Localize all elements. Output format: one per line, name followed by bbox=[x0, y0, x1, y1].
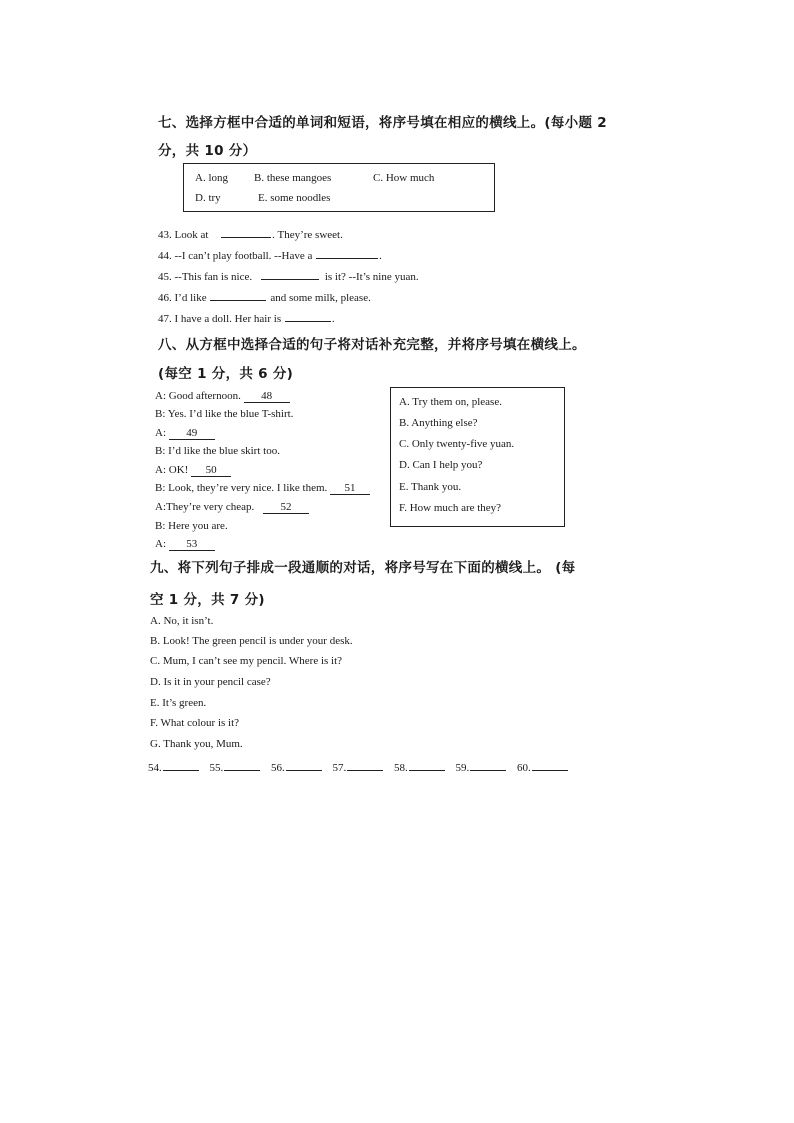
question-43: 43. Look at . They’re sweet. bbox=[158, 226, 343, 241]
dialogue-line: B: Here you are. bbox=[155, 520, 228, 532]
section-7-heading-line2: 分，共 10 分） bbox=[158, 143, 257, 159]
section-8-heading-line1: 八、从方框中选择合适的句子将对话补充完整，并将序号填在横线上。 bbox=[158, 337, 586, 353]
answer-blank-54[interactable] bbox=[163, 759, 199, 771]
option-a: A. Try them on, please. bbox=[399, 396, 502, 408]
section-9-heading-line2: 空 1 分，共 7 分) bbox=[150, 592, 265, 608]
ordering-answers-row: 54. 55. 56. 57. 58. 59. 60. bbox=[148, 759, 569, 774]
answer-blank-47[interactable] bbox=[285, 310, 331, 322]
section-7-options-box bbox=[183, 163, 495, 212]
sentence-g: G. Thank you, Mum. bbox=[150, 738, 243, 750]
answer-blank-44[interactable] bbox=[316, 247, 378, 259]
answer-blank-43[interactable] bbox=[221, 226, 271, 238]
answer-blank-59[interactable] bbox=[470, 759, 506, 771]
question-44: 44. --I can’t play football. --Have a . bbox=[158, 247, 382, 262]
dialogue-line: B: Yes. I’d like the blue T-shirt. bbox=[155, 408, 294, 420]
answer-blank-45[interactable] bbox=[261, 268, 319, 280]
answer-blank-51[interactable]: 51 bbox=[330, 482, 370, 495]
question-45: 45. --This fan is nice. is it? --It’s nine yuan. bbox=[158, 268, 419, 283]
section-9-heading-line1: 九、将下列句子排成一段通顺的对话，将序号写在下面的横线上。 (每 bbox=[150, 560, 576, 576]
section-7-heading-line1: 七、选择方框中合适的单词和短语，将序号填在相应的横线上。(每小题 2 bbox=[158, 115, 607, 131]
dialogue-line-48: A: Good afternoon. 48 bbox=[155, 390, 290, 403]
option-c: C. How much bbox=[373, 172, 435, 184]
answer-blank-57[interactable] bbox=[347, 759, 383, 771]
sentence-d: D. Is it in your pencil case? bbox=[150, 676, 271, 688]
option-d: D. try bbox=[195, 192, 221, 204]
option-b: B. these mangoes bbox=[254, 172, 332, 184]
sentence-f: F. What colour is it? bbox=[150, 717, 240, 729]
sentence-a: A. No, it isn’t. bbox=[150, 615, 214, 627]
section-8-heading-line2: (每空 1 分，共 6 分) bbox=[158, 366, 294, 382]
sentence-b: B. Look! The green pencil is under your desk. bbox=[150, 635, 353, 647]
option-b: B. Anything else? bbox=[399, 417, 478, 429]
answer-blank-50[interactable]: 50 bbox=[191, 464, 231, 477]
answer-blank-53[interactable]: 53 bbox=[169, 538, 215, 551]
option-d: D. Can I help you? bbox=[399, 459, 483, 471]
dialogue-line-50: A: OK! 50 bbox=[155, 464, 231, 477]
question-46: 46. I’d like and some milk, please. bbox=[158, 289, 371, 304]
option-e: E. some noodles bbox=[258, 192, 331, 204]
dialogue-line-53: A: 53 bbox=[155, 538, 215, 551]
dialogue-line-52: A:They’re very cheap. 52 bbox=[155, 501, 309, 514]
answer-blank-49[interactable]: 49 bbox=[169, 427, 215, 440]
dialogue-line-49: A: 49 bbox=[155, 427, 215, 440]
dialogue-line-51: B: Look, they’re very nice. I like them. 51 bbox=[155, 482, 370, 495]
question-47: 47. I have a doll. Her hair is . bbox=[158, 310, 335, 325]
answer-blank-56[interactable] bbox=[286, 759, 322, 771]
option-a: A. long bbox=[195, 172, 228, 184]
section-8-options-box bbox=[390, 387, 565, 527]
option-e: E. Thank you. bbox=[399, 481, 462, 493]
option-f: F. How much are they? bbox=[399, 502, 502, 514]
answer-blank-55[interactable] bbox=[224, 759, 260, 771]
answer-blank-46[interactable] bbox=[210, 289, 266, 301]
sentence-c: C. Mum, I can’t see my pencil. Where is it? bbox=[150, 655, 343, 667]
answer-blank-60[interactable] bbox=[532, 759, 568, 771]
answer-blank-48[interactable]: 48 bbox=[244, 390, 290, 403]
dialogue-line: B: I’d like the blue skirt too. bbox=[155, 445, 280, 457]
option-c: C. Only twenty-five yuan. bbox=[399, 438, 515, 450]
answer-blank-58[interactable] bbox=[409, 759, 445, 771]
sentence-e: E. It’s green. bbox=[150, 697, 207, 709]
answer-blank-52[interactable]: 52 bbox=[263, 501, 309, 514]
